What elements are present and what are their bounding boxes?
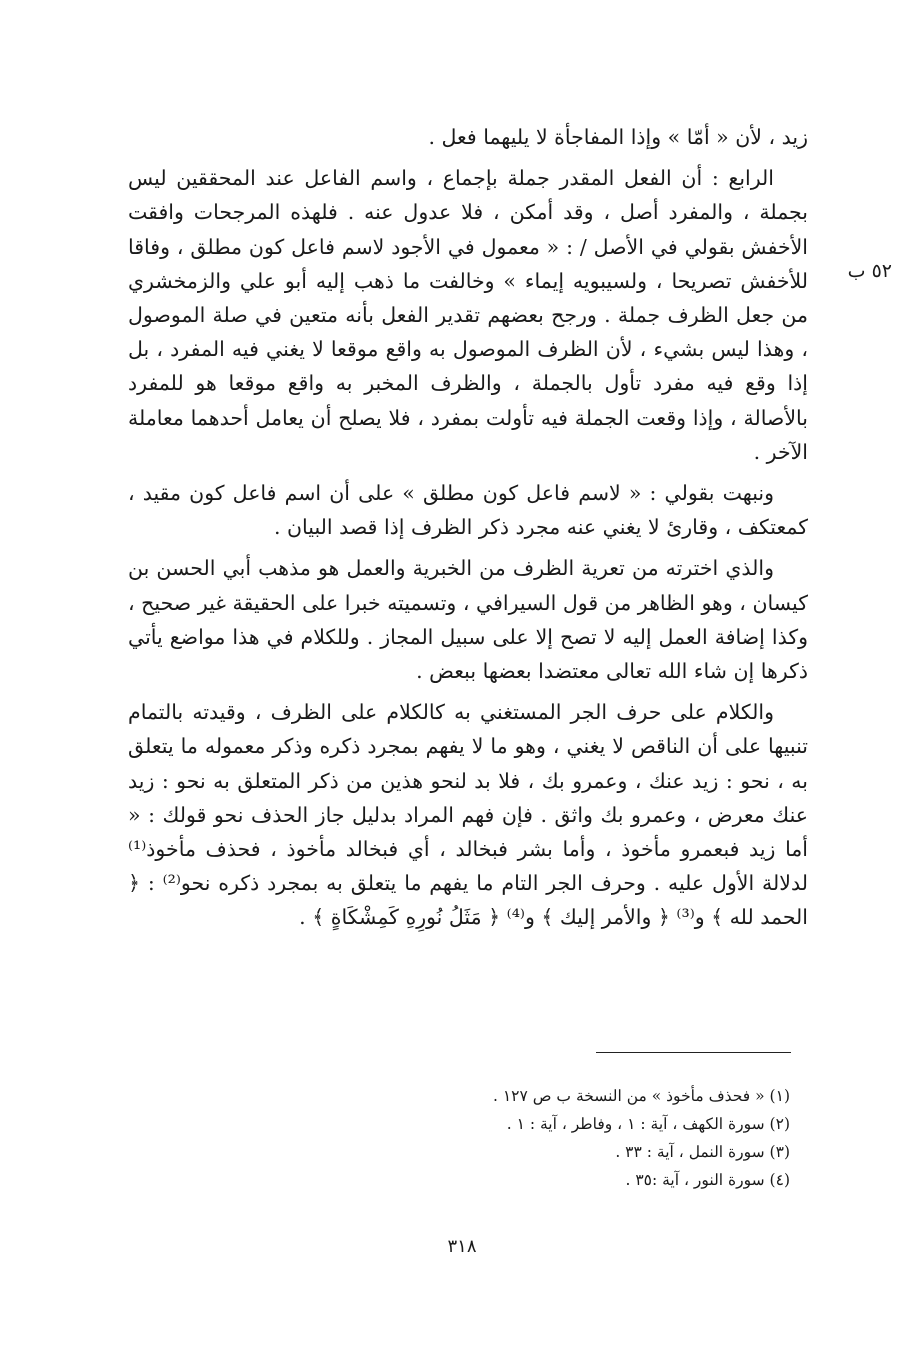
- footnote-1: (١) « فحذف مأخوذ » من النسخة ب ص ١٢٧ .: [492, 1087, 790, 1105]
- paragraph-fourth-reason: الرابع : أن الفعل المقدر جملة بإجماع ، واسم الفاعل عند المحققين ليس بجملة ، والمفرد أصل ، وقد أمكن ، فلا عدول عنه . فلهذه المرجحات وافقت الأخفش بقولي في الأصل / : « معمول في الأجود لاسم فاعل كون مطلق ، وفاقا للأخفش تصريحا ، ولسيبويه إيماء » وخالفت ما ذهب إليه أبو علي والزمخشري من جعل الظرف جملة . ورجح بعضهم تقدير الفعل بأنه متعين في صلة الموصول ، وهذا ليس بشيء ، لأن الظرف الموصول به واقع موقعا لا يغني فيه المفرد ، بل إذا وقع فيه مفرد تأول بالجملة ، والظرف المخبر به واقع موقعا هو للمفرد بالأصالة ، وإذا وقعت الجملة فيه تأولت بمفرد ، فلا يصلح أن يعامل أحدهما معاملة الآخر .: [128, 166, 808, 464]
- footnote-separator: [596, 1052, 791, 1053]
- page-number: ٣١٨: [447, 1236, 477, 1257]
- paragraph-chosen-view: والذي اخترته من تعرية الظرف من الخبرية والعمل هو مذهب أبي الحسن بن كيسان ، وهو الظاهر من قول السيرافي ، وتسميته خبرا على الحقيقة غير صحيح ، وكذا إضافة العمل إليه لا تصح إلا على سبيل المجاز . وللكلام في هذا مواضع يأتي ذكرها إن شاء الله تعالى معتضدا بعضها ببعض .: [128, 556, 808, 684]
- paragraph-preposition: والكلام على حرف الجر المستغني به كالكلام على الظرف ، وقيدته بالتمام تنبيها على أن الناقص لا يغني ، وهو ما لا يفهم بمجرد ذكره وذكر معموله ما يتعلق به ، نحو : زيد عنك ، وعمرو بك ، فلا بد لنحو هذين من ذكر المتعلق به نحو : زيد عنك معرض ، وعمرو بك واثق . فإن فهم المراد بدليل جاز الحذف نحو قولك : « أما زيد فبعمرو مأخوذ ، وأما بشر فبخالد ، أي فبخالد مأخوذ ، فحذف مأخوذ⁽¹⁾ لدلالة الأول عليه . وحرف الجر التام ما يفهم ما يتعلق به بمجرد ذكره نحو⁽²⁾ : ﴿ الحمد لله ﴾ و⁽³⁾ ﴿ والأمر إليك ﴾ و⁽⁴⁾ ﴿ مَثَلُ نُورِهِ كَمِشْكَاةٍ ﴾ .: [128, 700, 808, 930]
- footnote-2: (٢) سورة الكهف ، آية : ١ ، وفاطر ، آية : ١ .: [506, 1115, 790, 1133]
- footnote-4: (٤) سورة النور ، آية :٣٥ .: [625, 1171, 790, 1189]
- paragraph-continuation: زيد ، لأن « أمّا » وإذا المفاجأة لا يليهما فعل .: [428, 125, 808, 149]
- margin-folio-note: ٥٢ ب: [847, 260, 892, 282]
- footnotes: [300, 1082, 790, 1194]
- main-text: [128, 120, 808, 942]
- paragraph-note: ونبهت بقولي : « لاسم فاعل كون مطلق » على أن اسم فاعل كون مقيد ، كمعتكف ، وقارئ لا يغني عنه مجرد ذكر الظرف إذا قصد البيان .: [128, 481, 808, 540]
- footnote-3: (٣) سورة النمل ، آية : ٣٣ .: [615, 1143, 790, 1161]
